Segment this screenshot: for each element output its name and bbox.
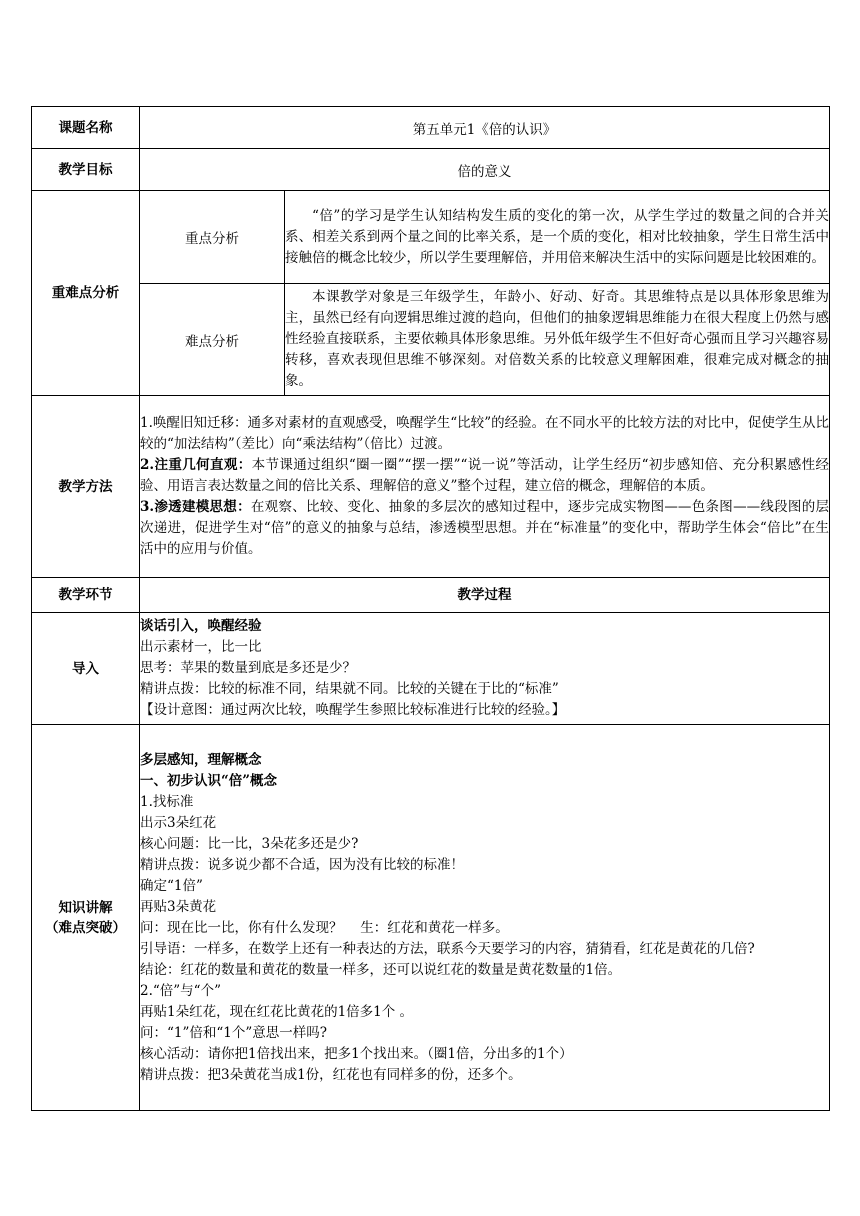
knowledge-label-line1: 知识讲解: [58, 899, 113, 916]
knowledge-line: 2.“倍”与“个”: [140, 982, 221, 999]
knowledge-line: 1.找标准: [140, 793, 194, 810]
method-item-head: 3.渗透建模思想：: [140, 499, 251, 515]
row-lesson-title: [32, 107, 830, 149]
knowledge-line: 结论：红花的数量和黄花的数量一样多，还可以说红花的数量是黄花数量的1倍。: [140, 961, 622, 978]
teaching-process-header: 教学过程: [140, 578, 830, 613]
knowledge-line: 引导语：一样多，在数学上还有一种表达的方法，联系今天要学习的内容，猜猜看，红花是黄花的几倍?: [140, 940, 755, 957]
teaching-method-label: 教学方法: [32, 396, 140, 578]
row-difficult-analysis: [32, 284, 830, 396]
row-process-header: [32, 578, 830, 613]
knowledge-line: 多层感知，理解概念: [140, 751, 262, 768]
knowledge-line: 再贴1朵红花，现在红花比黄花的1倍多1个 。: [140, 1003, 414, 1020]
knowledge-line: 精讲点拨：说多说少都不合适，因为没有比较的标准！: [140, 856, 464, 873]
method-item: [140, 497, 829, 560]
row-teaching-goal: [32, 149, 830, 191]
knowledge-content: [140, 725, 830, 1111]
knowledge-line: 出示3朵红花: [140, 814, 217, 831]
knowledge-label-line2: （难点突破）: [45, 919, 126, 936]
knowledge-line: 问：现在比一比，你有什么发现？ 生：红花和黄花一样多。: [140, 919, 509, 936]
teaching-goal-label: 教学目标: [32, 149, 140, 191]
lesson-title-value: 第五单元1《倍的认识》: [140, 107, 830, 149]
lesson-title-label: 课题名称: [32, 107, 140, 149]
key-analysis-label: 重点分析: [140, 191, 285, 284]
lesson-plan-table: [31, 106, 830, 1111]
knowledge-line: 再贴3朵黄花: [140, 898, 217, 915]
method-item-text: 通多对素材的直观感受，唤醒学生“比较”的经验。在不同水平的比较方法的对比中，促使学生从比较的“加法结构”（差比）向“乘法结构”（倍比）过渡。: [140, 415, 829, 452]
method-item-head: 2.注重几何直观：: [140, 457, 252, 473]
row-knowledge: [32, 725, 830, 1111]
key-analysis-text: “倍”的学习是学生认知结构发生质的变化的第一次，从学生学过的数量之间的合并关系、相差关系到两个量之间的比率关系，是一个质的变化，相对比较抽象，学生日常生活中接触倍的概念比较少，所以学生要理解倍，并用倍来解决生活中的实际问题是比较困难的。: [285, 191, 830, 284]
teaching-step-header: 教学环节: [32, 578, 140, 613]
intro-line: 谈话引入，唤醒经验: [140, 618, 262, 634]
knowledge-line: 核心活动：请你把1倍找出来，把多1个找出来。（圈1倍，分出多的1个）: [140, 1045, 573, 1062]
knowledge-label: [32, 725, 140, 1111]
intro-line: 思考：苹果的数量到底是多还是少？: [140, 660, 356, 676]
knowledge-line: 问：“1”倍和“1个”意思一样吗?: [140, 1024, 328, 1041]
knowledge-line: 核心问题：比一比，3朵花多还是少?: [140, 835, 359, 852]
method-item: [140, 413, 829, 455]
method-item: [140, 455, 829, 497]
analysis-label: 重难点分析: [32, 191, 140, 396]
teaching-method-content: [140, 396, 830, 578]
introduction-content: [140, 613, 830, 725]
row-key-analysis: [32, 191, 830, 284]
method-item-text: 本节课通过组织“圈一圈”“摆一摆”“说一说”等活动，让学生经历“初步感知倍、充分积累感性经验、用语言表达数量之间的倍比关系、理解倍的意义”整个过程，建立倍的概念，理解倍的本质。: [140, 457, 830, 494]
row-introduction: [32, 613, 830, 725]
method-item-head: 1.唤醒旧知迁移：: [140, 415, 248, 431]
knowledge-line: 一、初步认识“倍”概念: [140, 772, 278, 789]
intro-line: 出示素材一，比一比: [140, 639, 262, 655]
teaching-goal-value: 倍的意义: [140, 149, 830, 191]
method-item-text: 在观察、比较、变化、抽象的多层次的感知过程中，逐步完成实物图——色条图——线段图的层次递进，促进学生对“倍”的意义的抽象与总结，渗透模型思想。并在“标准量”的变化中，帮助学生体会“倍比”在生活中的应用与价值。: [140, 499, 829, 557]
intro-line: 精讲点拨：比较的标准不同，结果就不同。比较的关键在于比的“标准”: [140, 681, 559, 697]
introduction-label: 导入: [32, 613, 140, 725]
knowledge-line: 精讲点拨：把3朵黄花当成1份，红花也有同样多的份，还多个。: [140, 1066, 522, 1083]
difficult-analysis-label: 难点分析: [140, 284, 285, 396]
row-teaching-method: [32, 396, 830, 578]
intro-line: 【设计意图：通过两次比较，唤醒学生参照比较标准进行比较的经验。】: [140, 702, 566, 718]
knowledge-line: 确定“1倍”: [140, 877, 203, 894]
difficult-analysis-text: 本课教学对象是三年级学生，年龄小、好动、好奇。其思维特点是以具体形象思维为主，虽然已经有向逻辑思维过渡的趋向，但他们的抽象逻辑思维能力在很大程度上仍然与感性经验直接联系，主要依赖具体形象思维。另外低年级学生不但好奇心强而且学习兴趣容易转移，喜欢表现但思维不够深刻。对倍数关系的比较意义理解困难，很难完成对概念的抽象。: [285, 284, 830, 396]
